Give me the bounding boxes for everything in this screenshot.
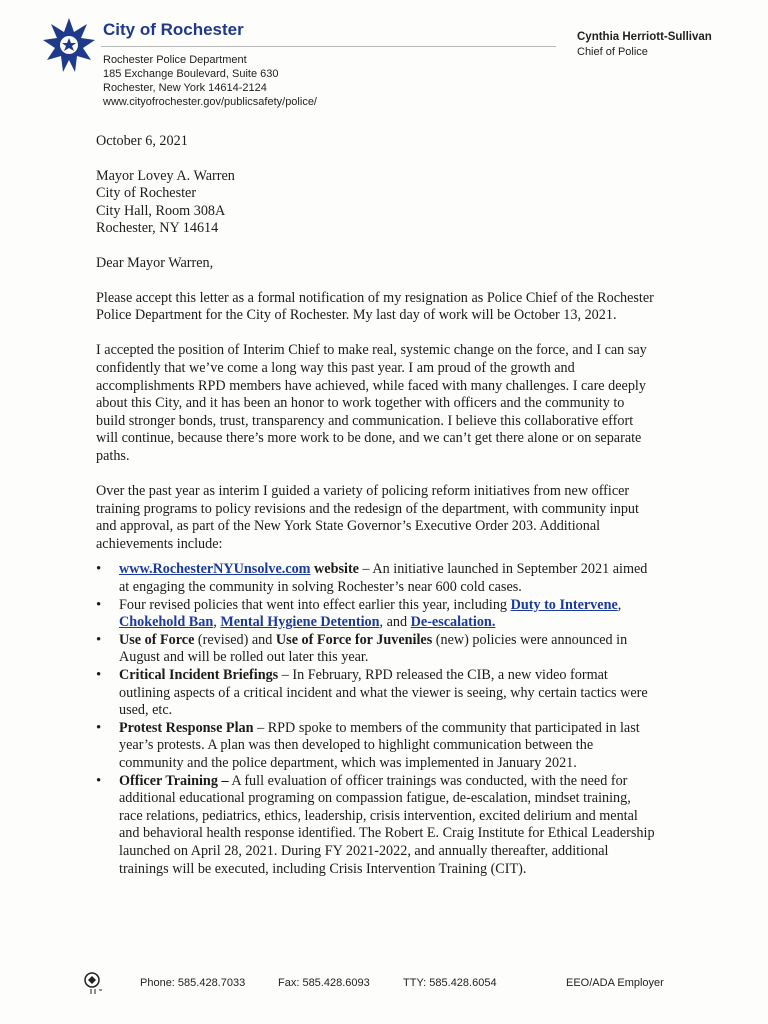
list-item (119, 597, 656, 632)
chief-name: Cynthia Herriott-Sullivan (577, 31, 712, 43)
letter-date: October 6, 2021 (96, 133, 188, 149)
bullet-text: – An initiative launched in September 2021 aimed at engaging the community in solving Rochester’s near 600 cold cases. (119, 561, 648, 596)
department-address (103, 53, 317, 109)
paragraph-resignation: Please accept this letter as a formal notification of my resignation as Police Chief of the Rochester Police Department for the City of Rochester. My last day of work will be October 13, 2021. (96, 289, 654, 324)
separator: , (617, 596, 622, 613)
recipient-line: City of Rochester (96, 185, 197, 202)
recycle-logo-icon (82, 970, 108, 996)
recipient-address (96, 168, 656, 238)
bullet-heading: Critical Incident Briefings (119, 667, 279, 684)
bullet-text: – In February, RPD released the CIB, a new video format outlining aspects of a critical incident and what the viewer is seeing, why certain tactics were used, etc. (119, 667, 648, 719)
duty-to-intervene-link[interactable]: Duty to Intervene (510, 596, 618, 613)
header-divider (101, 46, 556, 47)
footer-phone: Phone: 585.428.7033 (140, 977, 246, 989)
mental-hygiene-detention-link[interactable]: Mental Hygiene Detention (220, 614, 380, 631)
footer-eeo: EEO/ADA Employer (566, 977, 664, 989)
bullet-heading: Protest Response Plan (119, 719, 254, 736)
department-name: Rochester Police Department (103, 54, 247, 66)
list-item (119, 720, 656, 773)
address-line-2: Rochester, New York 14614-2124 (103, 82, 267, 94)
de-escalation-link[interactable]: De-escalation. (410, 614, 496, 631)
footer-fax: Fax: 585.428.6093 (278, 977, 370, 989)
letter-body (96, 133, 656, 878)
bullet-text: (revised) and (194, 631, 276, 648)
chief-title: Chief of Police (577, 46, 648, 58)
city-name: City of Rochester (103, 20, 244, 39)
list-item (119, 667, 656, 720)
city-logo-icon (41, 16, 97, 76)
bullet-heading: website (310, 561, 359, 578)
department-website: www.cityofrochester.gov/publicsafety/police/ (103, 96, 317, 108)
paragraph-initiatives: Over the past year as interim I guided a variety of policing reform initiatives from new officer training programs to policy revisions and the redesign of the department, with community input and approval, as part of the New York State Governor’s Executive Order 203. Additional achievements include: (96, 483, 639, 552)
achievements-list (96, 561, 656, 878)
paragraph-accomplishments: I accepted the position of Interim Chief to make real, systemic change on the force, and I can say confidently that we’ve come a long way this past year. I am proud of the growth and accomplishments RPD members have achieved, while faced with many challenges. I care deeply about this City, and it has been an honor to work together with officers and the community to build stronger bonds, trust, transparency and communication. I believe this collaborative effort will continue, because there’s more work to be done, and we can’t get there alone or on separate paths. (96, 342, 647, 464)
list-item (119, 632, 656, 667)
list-item (119, 773, 656, 879)
address-line-1: 185 Exchange Boulevard, Suite 630 (103, 68, 279, 80)
footer-tty: TTY: 585.428.6054 (403, 977, 497, 989)
recipient-line: Mayor Lovey A. Warren (96, 167, 235, 184)
salutation: Dear Mayor Warren, (96, 254, 214, 271)
bullet-text: A full evaluation of officer trainings was conducted, with the need for additional educational programing on compassion fatigue, de-escalation, mindset training, race relations, pediatrics, ethics, leadership, crisis intervention, excited delirium and mental and behavioral health response identified. The Robert E. Craig Institute for Ethical Leadership launched on April 28, 2021. During FY 2021-2022, and annually thereafter, additional trainings will be executed, including Crisis Intervention Training (CIT). (119, 772, 655, 877)
bullet-text: (new) policies were announced in August and will be rolled out later this year. (119, 631, 628, 666)
chokehold-ban-link[interactable]: Chokehold Ban (119, 614, 214, 631)
bullet-heading: Use of Force (119, 631, 195, 648)
unsolved-website-link[interactable]: www.RochesterNYUnsolve.com (119, 561, 311, 578)
bullet-heading: Officer Training – (119, 772, 229, 789)
recipient-line: Rochester, NY 14614 (96, 220, 219, 237)
bullet-text: – RPD spoke to members of the community that participated in last year’s protests. A plan was then developed to highlight communication between the community and the police department, which was implemented in January 2021. (119, 719, 640, 771)
bullet-text: Four revised policies that went into effect earlier this year, including (119, 596, 511, 613)
list-item (119, 561, 656, 596)
separator: , (213, 614, 221, 631)
bullet-heading: Use of Force for Juveniles (275, 631, 433, 648)
recipient-line: City Hall, Room 308A (96, 202, 226, 219)
separator: , and (379, 614, 411, 631)
